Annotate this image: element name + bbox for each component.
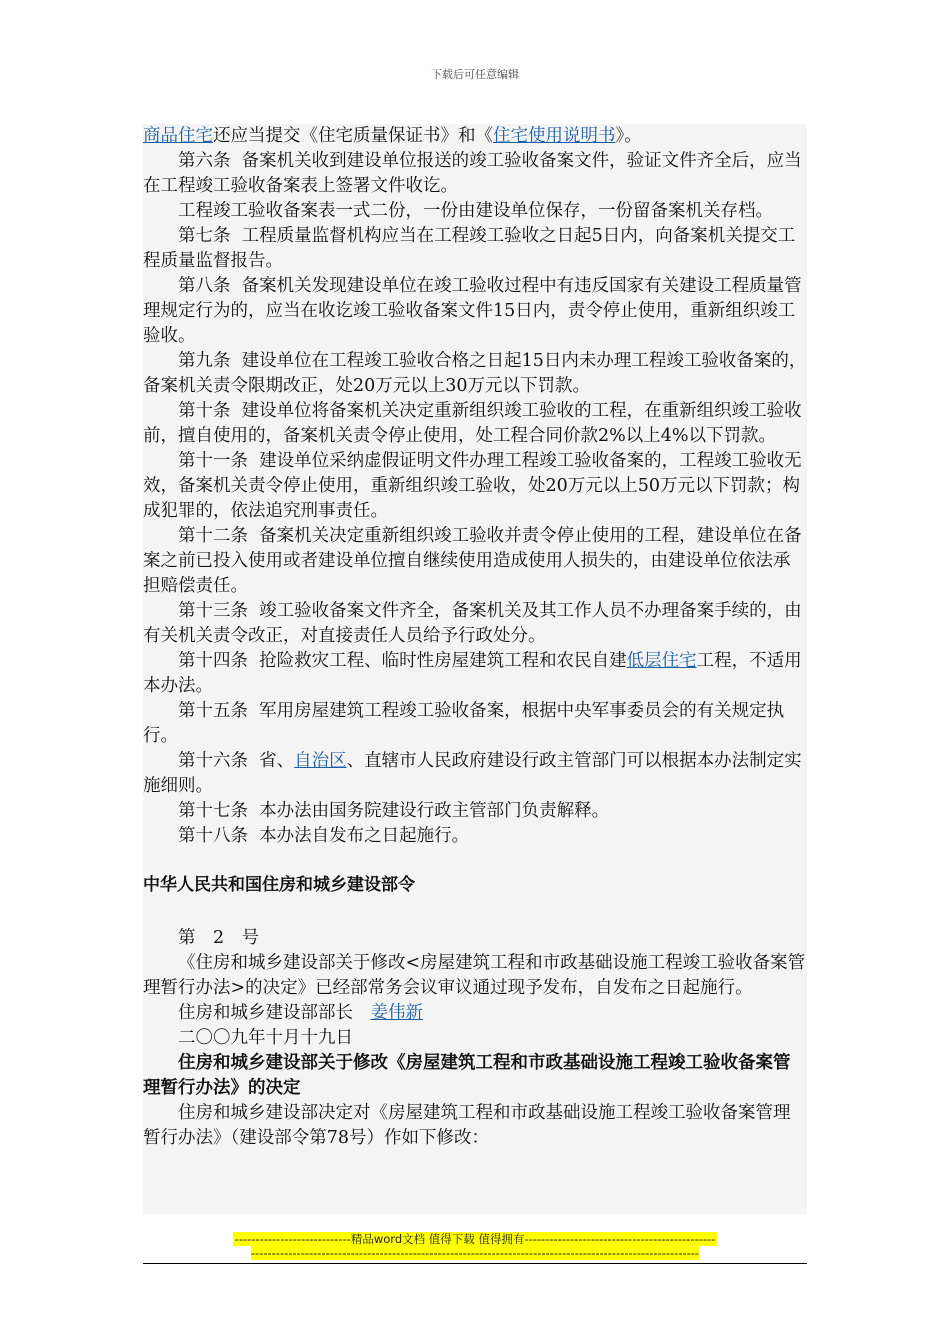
article-12: 第十二条 备案机关决定重新组织竣工验收并责令停止使用的工程，建设单位在备案之前已投入使用或者建设单位擅自继续使用造成使用人损失的，由建设单位依法承担赔偿责任。 bbox=[143, 526, 802, 596]
article-18: 第十八条 本办法自发布之日起施行。 bbox=[178, 826, 470, 846]
minister-line: 住房和城乡建设部部长 姜伟新 bbox=[178, 1003, 423, 1023]
article-7: 第七条 工程质量监督机构应当在工程竣工验收之日起5日内，向备案机关提交工程质量监督报告。 bbox=[143, 226, 796, 271]
order-title: 中华人民共和国住房和城乡建设部令 bbox=[143, 875, 415, 895]
article-16: 第十六条 省、自治区、直辖市人民政府建设行政主管部门可以根据本办法制定实施细则。 bbox=[143, 751, 802, 796]
link-commercial-housing[interactable]: 商品住宅 bbox=[143, 126, 213, 146]
article-14: 第十四条 抢险救灾工程、临时性房屋建筑工程和农民自建低层住宅工程，不适用本办法。 bbox=[143, 651, 802, 696]
order-date: 二〇〇九年十月十九日 bbox=[178, 1028, 353, 1048]
article-17: 第十七条 本办法由国务院建设行政主管部门负责解释。 bbox=[178, 801, 610, 821]
paragraph-1: 商品住宅还应当提交《住宅质量保证书》和《住宅使用说明书》。 bbox=[143, 126, 642, 146]
link-minister-name[interactable]: 姜伟新 bbox=[370, 1003, 423, 1023]
article-13: 第十三条 竣工验收备案文件齐全，备案机关及其工作人员不办理备案手续的，由有关机关责令改正，对直接责任人员给予行政处分。 bbox=[143, 601, 802, 646]
footer-dashes: ------------------------------------------------------------------------------------------------------------ bbox=[250, 1246, 700, 1260]
article-15: 第十五条 军用房屋建筑工程竣工验收备案，根据中央军事委员会的有关规定执行。 bbox=[143, 701, 785, 746]
order-number: 第 2 号 bbox=[178, 928, 260, 948]
article-10: 第十条 建设单位将备案机关决定重新组织竣工验收的工程，在重新组织竣工验收前，擅自使用的，备案机关责令停止使用，处工程合同价款2%以上4%以下罚款。 bbox=[143, 401, 802, 446]
link-housing-manual[interactable]: 住宅使用说明书 bbox=[493, 126, 616, 146]
footer-banner: ----------------------------精品word文档 值得下载 值得拥有---------------------------------------------- bbox=[234, 1232, 716, 1246]
page-header: 下载后可任意编辑 bbox=[431, 68, 519, 81]
article-9: 第九条 建设单位在工程竣工验收合格之日起15日内未办理工程竣工验收备案的，备案机关责令限期改正，处20万元以上30万元以下罚款。 bbox=[143, 351, 807, 396]
link-low-rise-housing[interactable]: 低层住宅 bbox=[626, 651, 697, 671]
decision-text: 住房和城乡建设部决定对《房屋建筑工程和市政基础设施工程竣工验收备案管理暂行办法》（建设部令第78号）作如下修改： bbox=[143, 1103, 791, 1148]
article-11: 第十一条 建设单位采纳虚假证明文件办理工程竣工验收备案的，工程竣工验收无效，备案机关责令停止使用，重新组织竣工验收，处20万元以上50万元以下罚款；构成犯罪的，依法追究刑事责任。 bbox=[143, 451, 802, 521]
document-body bbox=[143, 124, 807, 1214]
order-text: 《住房和城乡建设部关于修改<房屋建筑工程和市政基础设施工程竣工验收备案管理暂行办法>的决定》已经部常务会议审议通过现予发布，自发布之日起施行。 bbox=[143, 953, 806, 998]
article-8: 第八条 备案机关发现建设单位在竣工验收过程中有违反国家有关建设工程质量管理规定行为的，应当在收讫竣工验收备案文件15日内，责令停止使用，重新组织竣工验收。 bbox=[143, 276, 802, 346]
footer-rule bbox=[143, 1263, 807, 1264]
link-autonomous-region[interactable]: 自治区 bbox=[294, 751, 347, 771]
article-6: 第六条 备案机关收到建设单位报送的竣工验收备案文件，验证文件齐全后，应当在工程竣工验收备案表上签署文件收讫。 bbox=[143, 151, 802, 196]
article-6-para2: 工程竣工验收备案表一式二份，一份由建设单位保存，一份留备案机关存档。 bbox=[178, 201, 773, 221]
decision-title: 住房和城乡建设部关于修改《房屋建筑工程和市政基础设施工程竣工验收备案管理暂行办法》的决定 bbox=[143, 1053, 791, 1098]
